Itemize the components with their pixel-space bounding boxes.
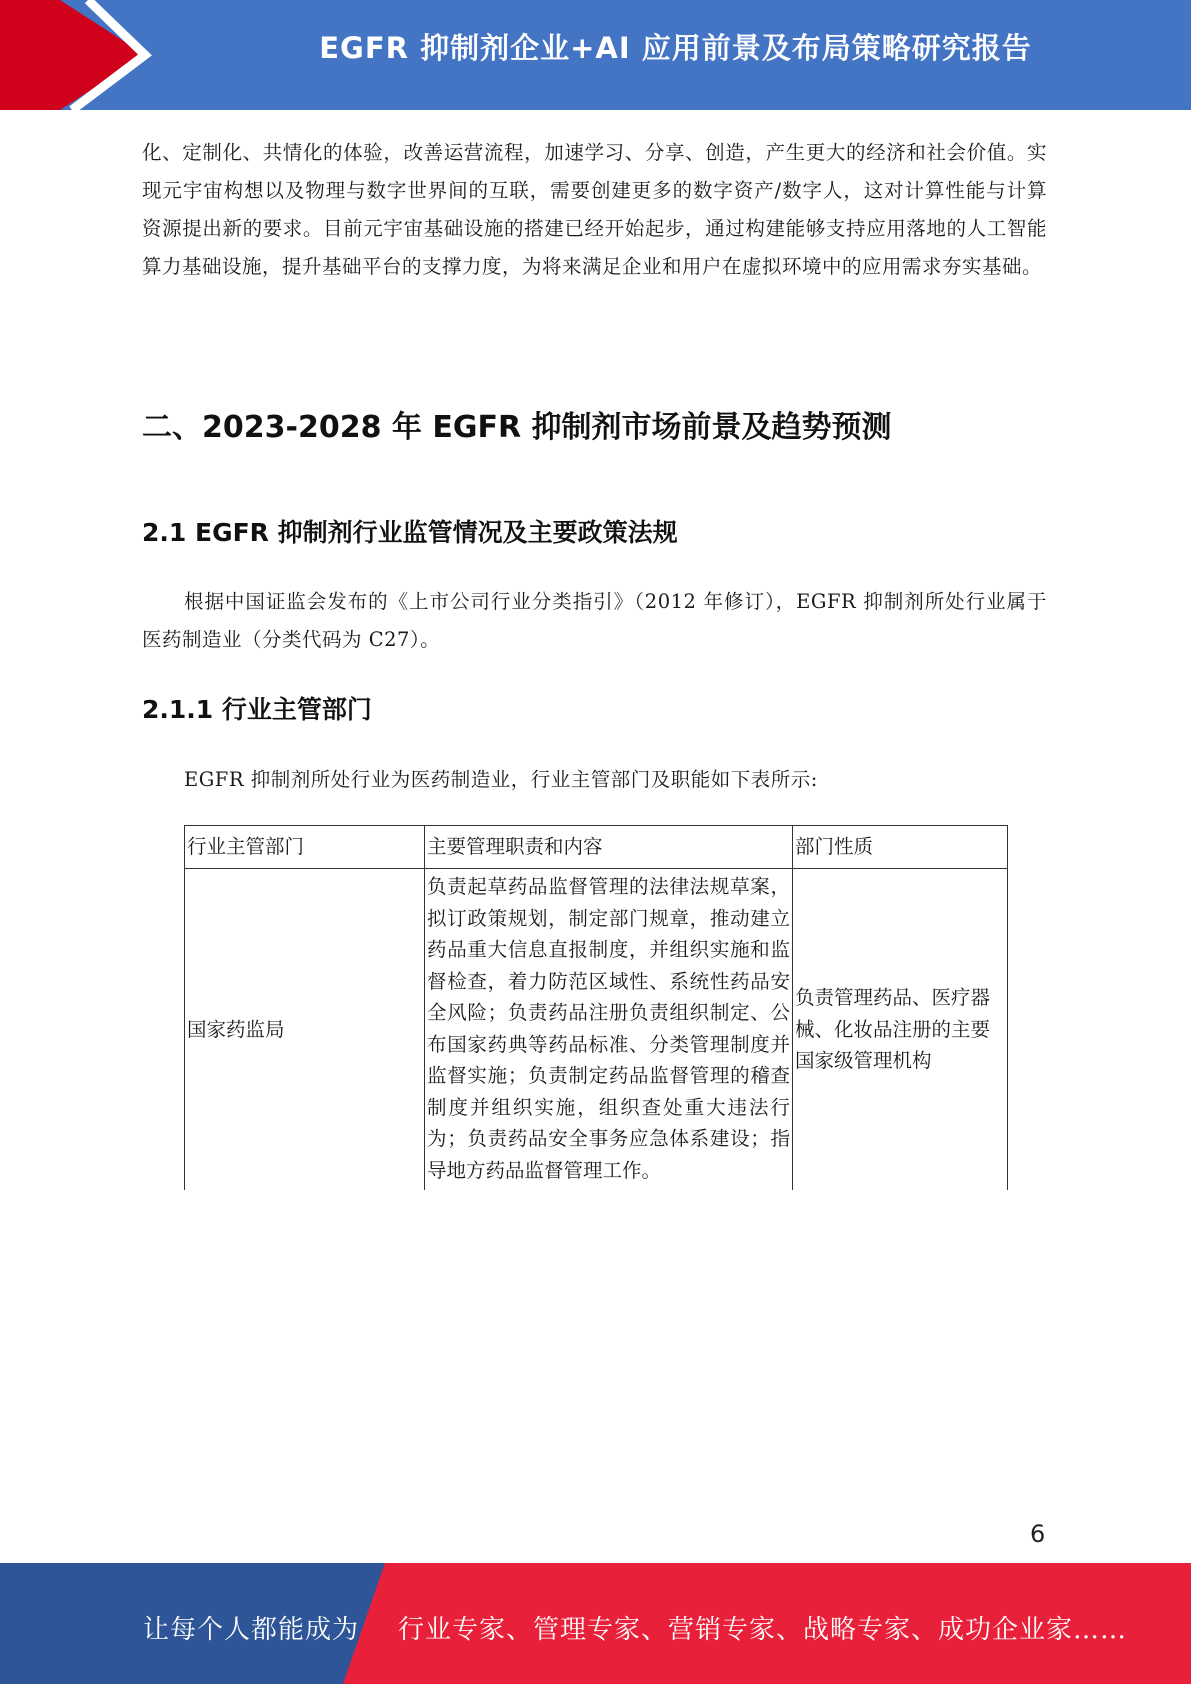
header-arrow-decoration <box>0 0 160 110</box>
table-header-cell: 部门性质 <box>793 826 1008 869</box>
sub-heading: 2.1 EGFR 抑制剂行业监管情况及主要政策法规 <box>142 518 678 547</box>
nature-cell: 负责管理药品、医疗器械、化妆品注册的主要国家级管理机构 <box>793 869 1008 1191</box>
subsub-paragraph: EGFR 抑制剂所处行业为医药制造业，行业主管部门及职能如下表所示: <box>184 768 818 791</box>
footer-slogan-right: 行业专家、管理专家、营销专家、战略专家、成功企业家…… <box>398 1615 1128 1645</box>
sub-paragraph: 根据中国证监会发布的《上市公司行业分类指引》（2012 年修订），EGFR 抑制剂所处行业属于医药制造业（分类代码为 C27）。 <box>142 590 1047 651</box>
footer-banner <box>0 1563 1191 1684</box>
report-title: EGFR 抑制剂企业+AI 应用前景及布局策略研究报告 <box>319 31 1032 65</box>
table-row <box>185 869 1008 1191</box>
table-header-cell: 主要管理职责和内容 <box>425 826 793 869</box>
table-header-row <box>185 826 1008 869</box>
subsub-heading: 2.1.1 行业主管部门 <box>142 695 372 724</box>
department-table <box>184 825 1008 1190</box>
department-cell: 国家药监局 <box>185 869 425 1191</box>
intro-paragraph: 化、定制化、共情化的体验，改善运营流程，加速学习、分享、创造，产生更大的经济和社会价值。实现元宇宙构想以及物理与数字世界间的互联，需要创建更多的数字资产/数字人，这对计算性能与计算资源提出新的要求。目前元宇宙基础设施的搭建已经开始起步，通过构建能够支持应用落地的人工智能算力基础设施，提升基础平台的支撑力度，为将来满足企业和用户在虚拟环境中的应用需求夯实基础。 <box>142 141 1047 278</box>
table-header-cell: 行业主管部门 <box>185 826 425 869</box>
page-number: 6 <box>1030 1520 1046 1548</box>
section-heading: 二、2023-2028 年 EGFR 抑制剂市场前景及趋势预测 <box>142 410 892 445</box>
duties-cell: 负责起草药品监督管理的法律法规草案，拟订政策规划，制定部门规章，推动建立药品重大信息直报制度，并组织实施和监督检查，着力防范区域性、系统性药品安全风险；负责药品注册负责组织制定、公布国家药典等药品标准、分类管理制度并监督实施；负责制定药品监督管理的稽查制度并组织实施，组织查处重大违法行为；负责药品安全事务应急体系建设；指导地方药品监督管理工作。 <box>425 869 793 1191</box>
footer-slogan-left: 让每个人都能成为 <box>143 1615 360 1645</box>
header-banner <box>0 0 1191 110</box>
